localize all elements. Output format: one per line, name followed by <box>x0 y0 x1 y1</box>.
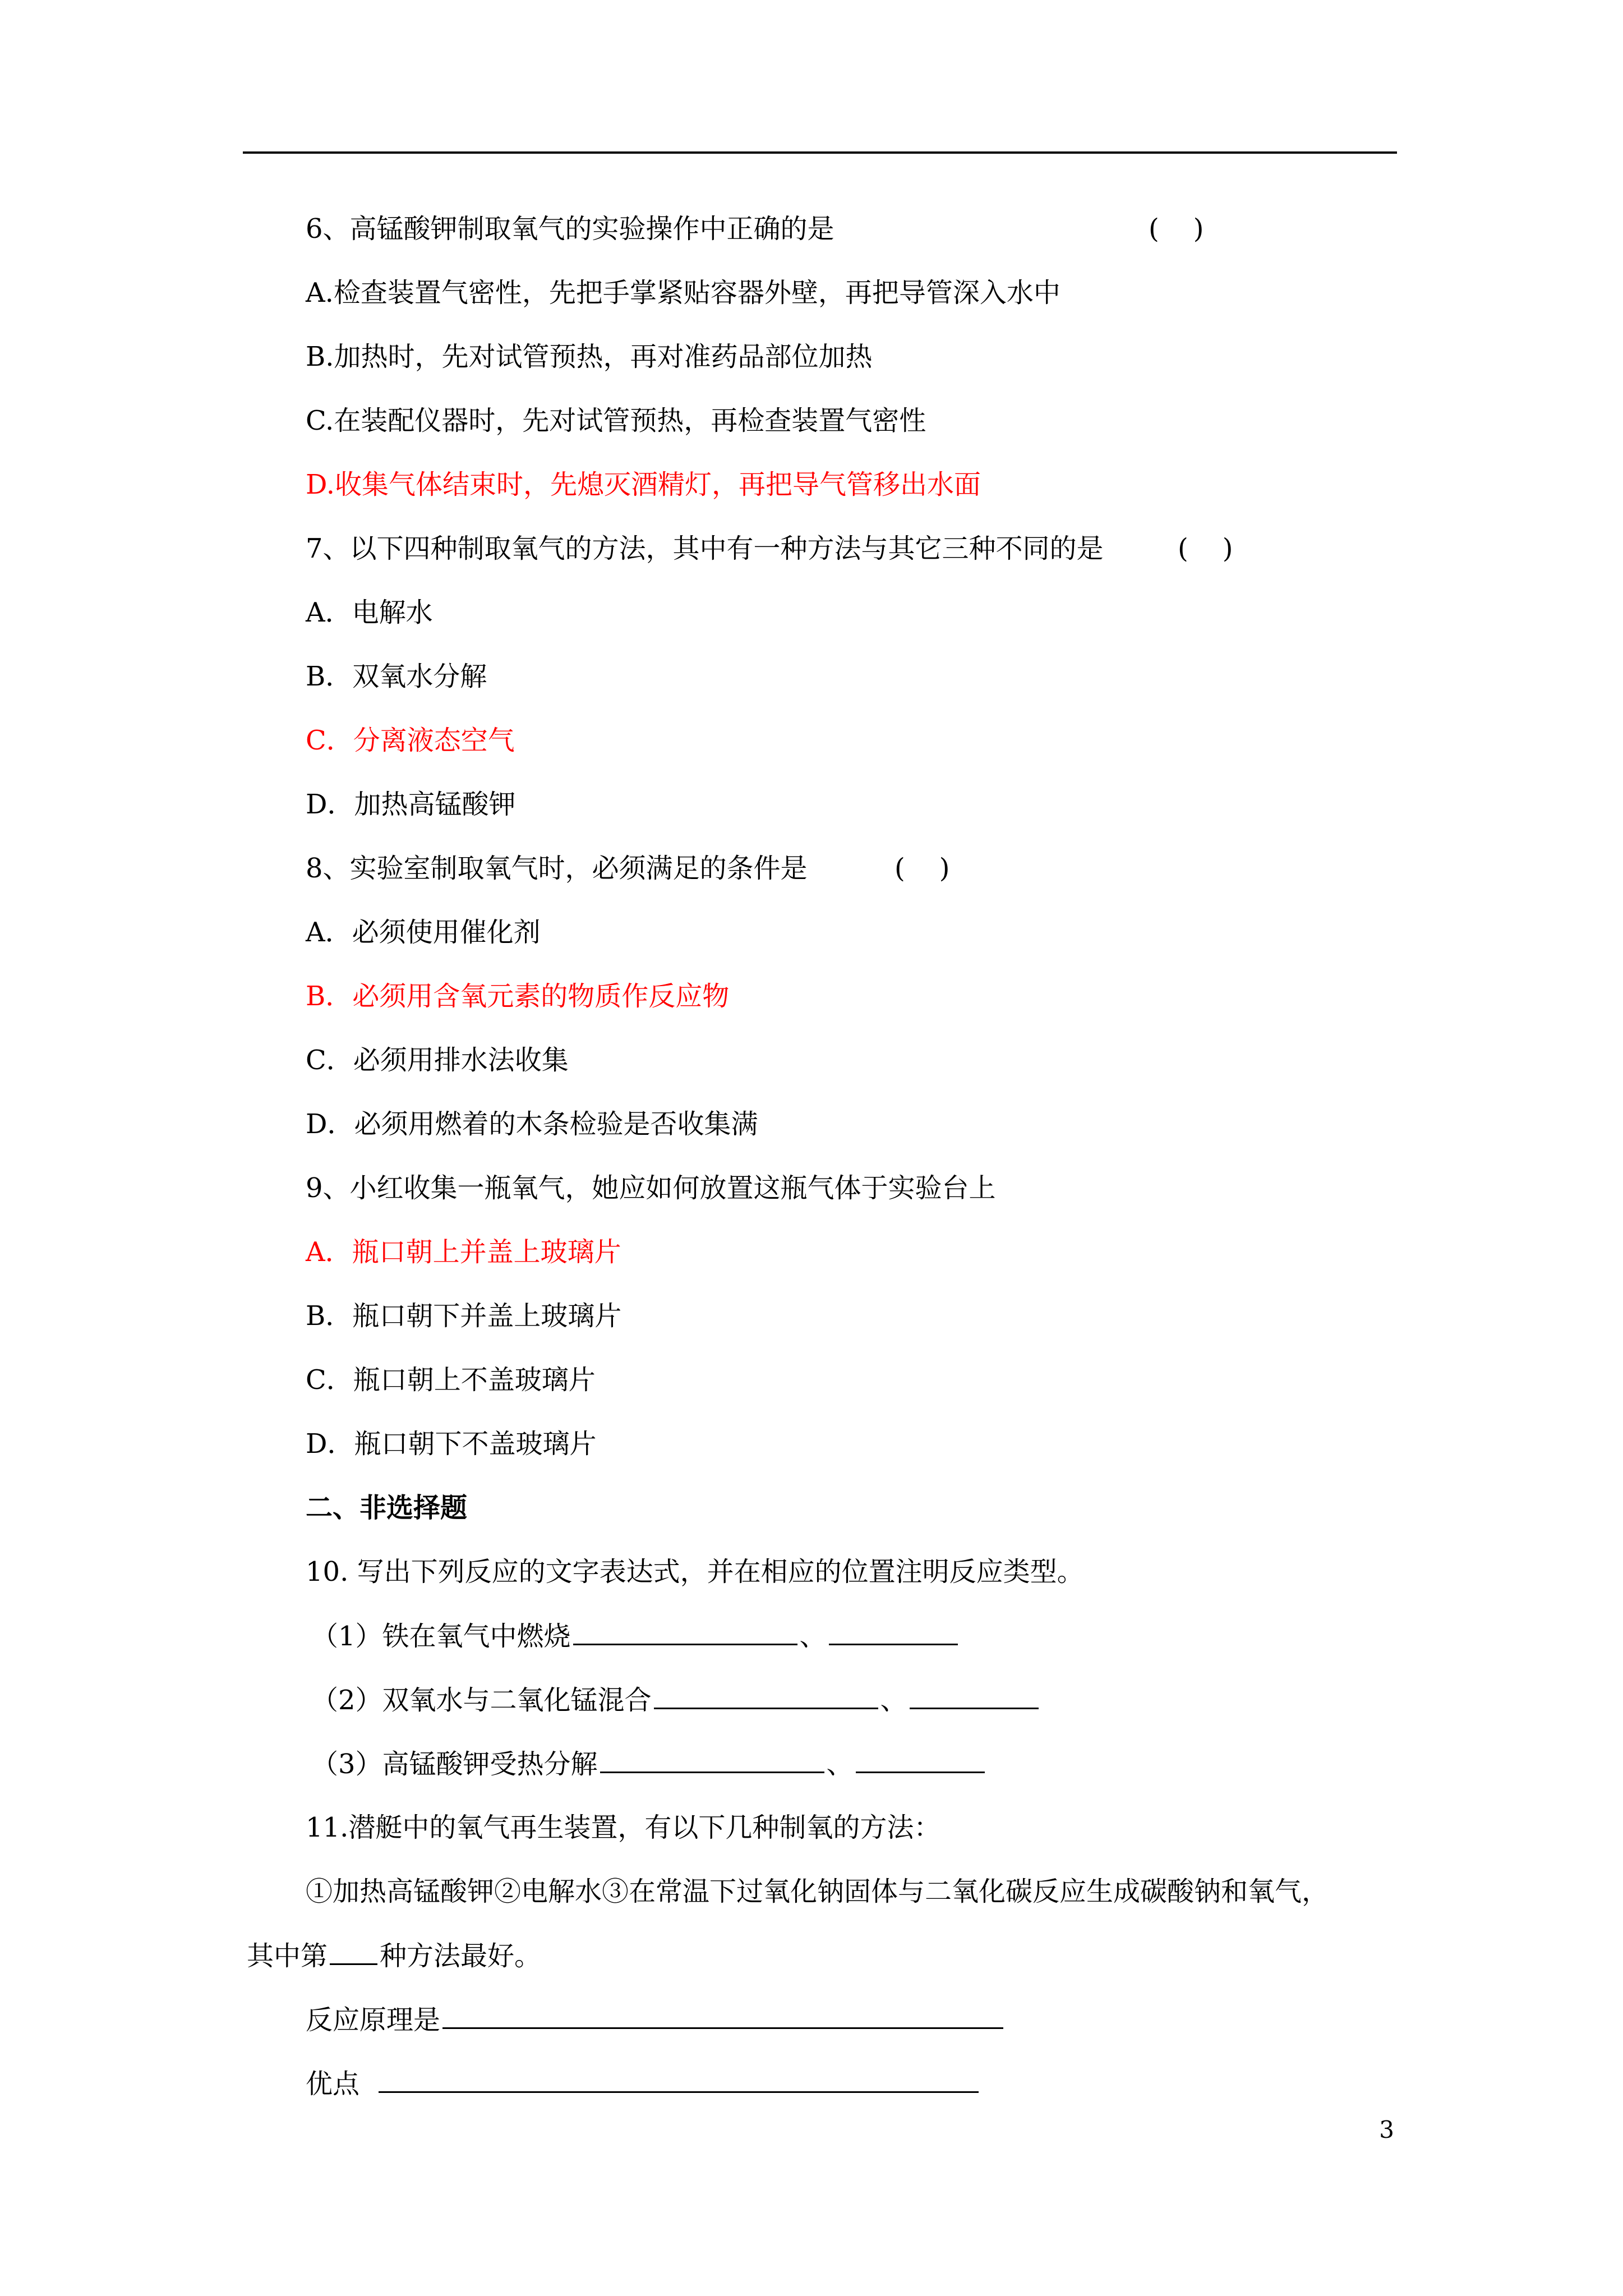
q7-option-d: D．加热高锰酸钾 <box>306 789 516 820</box>
q9-stem: 9、小红收集一瓶氧气，她应如何放置这瓶气体于实验台上 <box>306 1172 996 1204</box>
q6-option-c: C.在装配仪器时，先对试管预热，再检查装置气密性 <box>306 405 926 436</box>
q6-option-a: A.检查装置气密性，先把手掌紧贴容器外壁，再把导管深入水中 <box>306 277 1061 309</box>
q8-stem: 8、实验室制取氧气时，必须满足的条件是 <box>306 853 808 884</box>
q6-stem: 6、高锰酸钾制取氧气的实验操作中正确的是 <box>306 213 834 245</box>
q10-item-2 <box>311 1683 1041 1717</box>
q9-option-d: D．瓶口朝下不盖玻璃片 <box>306 1428 597 1460</box>
q10-item-3-type-blank[interactable] <box>856 1747 985 1773</box>
q7-option-c-answer: C．分离液态空气 <box>306 725 515 756</box>
q9-option-c: C．瓶口朝上不盖玻璃片 <box>306 1364 596 1396</box>
header-rule <box>243 151 1397 154</box>
q8-option-d: D．必须用燃着的木条检验是否收集满 <box>306 1108 758 1140</box>
q11-method-number-blank[interactable] <box>330 1939 377 1965</box>
q10-item-1-label: （1）铁在氧气中燃烧 <box>311 1621 571 1652</box>
q6-option-b: B.加热时，先对试管预热，再对准药品部位加热 <box>306 341 873 372</box>
q6-option-d-answer: D.收集气体结束时，先熄灭酒精灯，再把导气管移出水面 <box>306 469 981 500</box>
page-number: 3 <box>1379 2116 1394 2143</box>
q10-item-2-equation-blank[interactable] <box>654 1683 878 1709</box>
q9-option-a-answer: A．瓶口朝上并盖上玻璃片 <box>306 1236 621 1268</box>
q10-item-3-label: （3）高锰酸钾受热分解 <box>311 1749 598 1780</box>
q11-advantage-label: 优点 <box>306 2068 360 2100</box>
q11-methods: ①加热高锰酸钾②电解水③在常温下过氧化钠固体与二氧化碳反应生成碳酸钠和氧气， <box>306 1876 1329 1907</box>
q8-answer-paren: ( ) <box>895 853 950 884</box>
q10-item-3-separator: 、 <box>826 1749 854 1780</box>
q10-item-1-equation-blank[interactable] <box>573 1619 797 1645</box>
q8-option-a: A．必须使用催化剂 <box>306 917 541 948</box>
q7-stem: 7、以下四种制取氧气的方法，其中有一种方法与其它三种不同的是 <box>306 533 1104 564</box>
q8-option-b-answer: B．必须用含氧元素的物质作反应物 <box>306 981 730 1012</box>
q9-option-b: B．瓶口朝下并盖上玻璃片 <box>306 1300 622 1332</box>
q7-answer-paren: ( ) <box>1178 533 1233 564</box>
q10-item-3 <box>311 1747 987 1781</box>
q10-item-1-type-blank[interactable] <box>829 1619 958 1645</box>
q10-stem: 10. 写出下列反应的文字表达式，并在相应的位置注明反应类型。 <box>306 1556 1084 1588</box>
q8-option-c: C．必须用排水法收集 <box>306 1045 569 1076</box>
q10-item-3-equation-blank[interactable] <box>600 1747 824 1773</box>
q11-which-suffix: 种方法最好。 <box>380 1940 542 1972</box>
q10-item-2-label: （2）双氧水与二氧化锰混合 <box>311 1685 652 1716</box>
q11-which-prefix: 其中第 <box>247 1940 328 1972</box>
q10-item-2-type-blank[interactable] <box>910 1683 1039 1709</box>
q7-option-a: A．电解水 <box>306 597 433 628</box>
q11-principle-line <box>306 2003 1006 2037</box>
q11-principle-blank[interactable] <box>442 2003 1003 2029</box>
q6-answer-paren: ( ) <box>1149 213 1204 245</box>
q7-option-b: B．双氧水分解 <box>306 661 487 692</box>
q11-principle-label: 反应原理是 <box>306 2004 441 2036</box>
q11-advantage-line <box>306 2067 981 2101</box>
q10-item-2-separator: 、 <box>880 1685 907 1716</box>
q11-stem: 11.潜艇中的氧气再生装置，有以下几种制氧的方法： <box>306 1812 941 1843</box>
q10-item-1 <box>311 1619 960 1653</box>
section-heading: 二、非选择题 <box>306 1492 468 1524</box>
q11-which-line <box>247 1939 541 1973</box>
q10-item-1-separator: 、 <box>799 1621 827 1652</box>
q11-advantage-blank[interactable] <box>379 2067 979 2093</box>
